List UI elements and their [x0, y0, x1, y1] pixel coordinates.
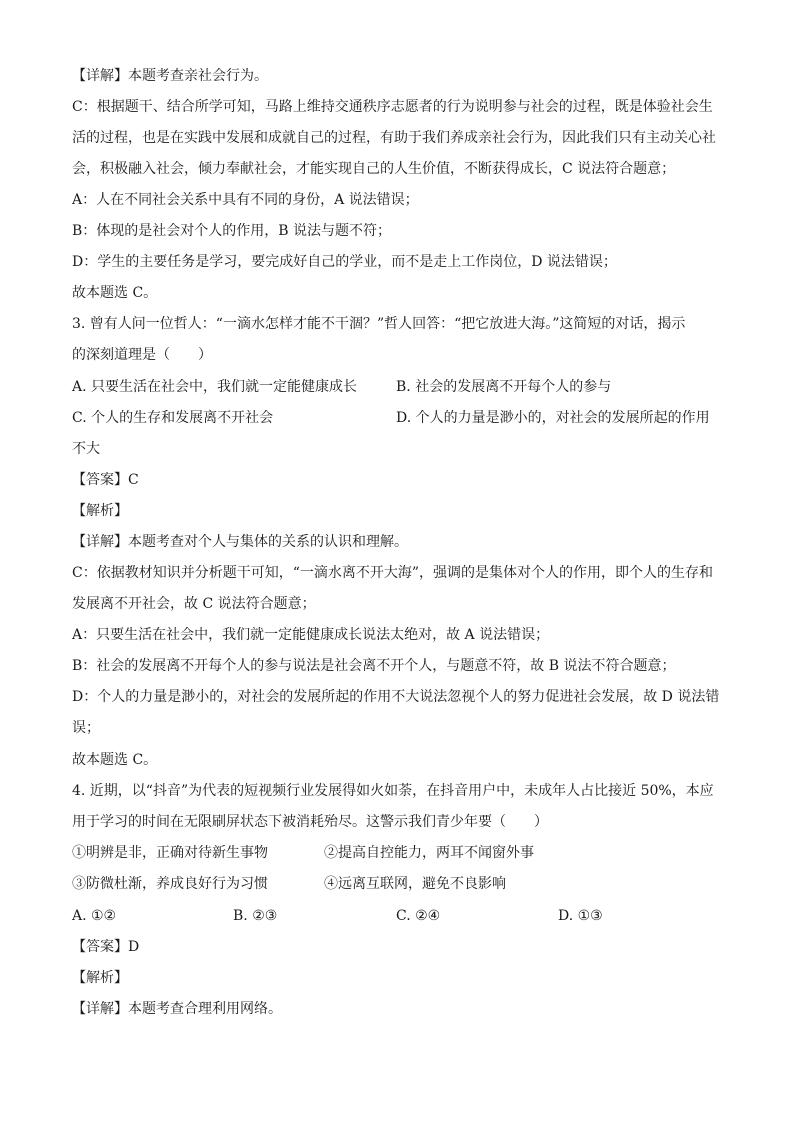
q2-c-explanation-line-3: 会，积极融入社会，倾力奉献社会，才能实现自己的人生价值，不断获得成长，C 说法符合题意；: [72, 161, 676, 177]
q2-b-explanation: B：体现的是社会对个人的作用，B 说法与题不符；: [72, 223, 392, 239]
q3-d-explanation-line-1: D：个人的力量是渺小的，对社会的发展所起的作用不大说法忽视个人的努力促进社会发展，故 D 说法错: [72, 689, 720, 705]
q2-c-explanation-line-2: 活的过程，也是在实践中发展和成就自己的过程，有助于我们养成亲社会行为，因此我们只有主动关心社: [72, 130, 716, 146]
q3-option-a: A. 只要生活在社会中，我们就一定能健康成长: [72, 379, 358, 395]
q3-b-explanation: B：社会的发展离不开每个人的参与说法是社会离不开个人，与题意不符，故 B 说法不符合题意；: [72, 658, 676, 674]
q3-c-explanation-line-1: C：依据教材知识并分析题干可知，“一滴水离不开大海”，强调的是集体对个人的作用，即个人的生存和: [72, 565, 714, 581]
q2-d-explanation: D：学生的主要任务是学习，要完成好自己的学业，而不是走上工作岗位，D 说法错误；: [72, 254, 617, 270]
q3-conclusion: 故本题选 C。: [72, 752, 158, 768]
q2-conclusion: 故本题选 C。: [72, 285, 158, 301]
q4-option-d: D. ①③: [558, 908, 603, 924]
q3-answer: 【答案】C: [72, 472, 139, 488]
q3-detail-heading: 【详解】本题考查对个人与集体的关系的认识和理解。: [72, 534, 408, 550]
q4-analysis-heading: 【解析】: [72, 970, 128, 986]
q4-item-2: ②提高自控能力，两耳不闻窗外事: [324, 845, 534, 861]
q2-detail-heading: 【详解】本题考查亲社会行为。: [72, 68, 268, 84]
q4-option-c: C. ②④: [396, 908, 441, 924]
q4-item-4: ④远离互联网，避免不良影响: [324, 876, 506, 892]
q4-option-b: B. ②③: [233, 908, 278, 924]
q4-answer: 【答案】D: [72, 939, 140, 955]
q2-a-explanation: A：人在不同社会关系中具有不同的身份，A 说法错误；: [72, 192, 419, 208]
q4-stem-line-1: 4. 近期，以“抖音”为代表的短视频行业发展得如火如荼，在抖音用户中，未成年人占比接近 50%，本应: [72, 783, 714, 799]
q4-item-1: ①明辨是非，正确对待新生事物: [72, 845, 268, 861]
q4-detail-heading: 【详解】本题考查合理利用网络。: [72, 1001, 282, 1017]
q3-d-explanation-line-2: 误；: [72, 720, 100, 736]
q3-a-explanation: A：只要生活在社会中，我们就一定能健康成长说法太绝对，故 A 说法错误；: [72, 627, 550, 643]
q4-item-3: ③防微杜渐，养成良好行为习惯: [72, 876, 268, 892]
q3-option-b: B. 社会的发展离不开每个人的参与: [396, 379, 612, 395]
q3-stem-line-1: 3. 曾有人问一位哲人：“一滴水怎样才能不干涸？”哲人回答：“把它放进大海。”这简短的对话，揭示: [72, 316, 686, 332]
q3-analysis-heading: 【解析】: [72, 503, 128, 519]
q3-option-d-continued: 不大: [72, 441, 100, 457]
q3-option-d: D. 个人的力量是渺小的，对社会的发展所起的作用: [396, 410, 710, 426]
q3-option-c: C. 个人的生存和发展离不开社会: [72, 410, 274, 426]
q2-c-explanation-line-1: C：根据题干、结合所学可知，马路上维持交通秩序志愿者的行为说明参与社会的过程，既是体验社会生: [72, 99, 713, 115]
q3-c-explanation-line-2: 发展离不开社会，故 C 说法符合题意；: [72, 596, 316, 612]
q4-stem-line-2: 用于学习的时间在无限刷屏状态下被消耗殆尽。这警示我们青少年要（ ）: [72, 814, 548, 830]
q3-stem-line-2: 的深刻道理是（ ）: [72, 347, 212, 363]
q4-option-a: A. ①②: [72, 908, 117, 924]
